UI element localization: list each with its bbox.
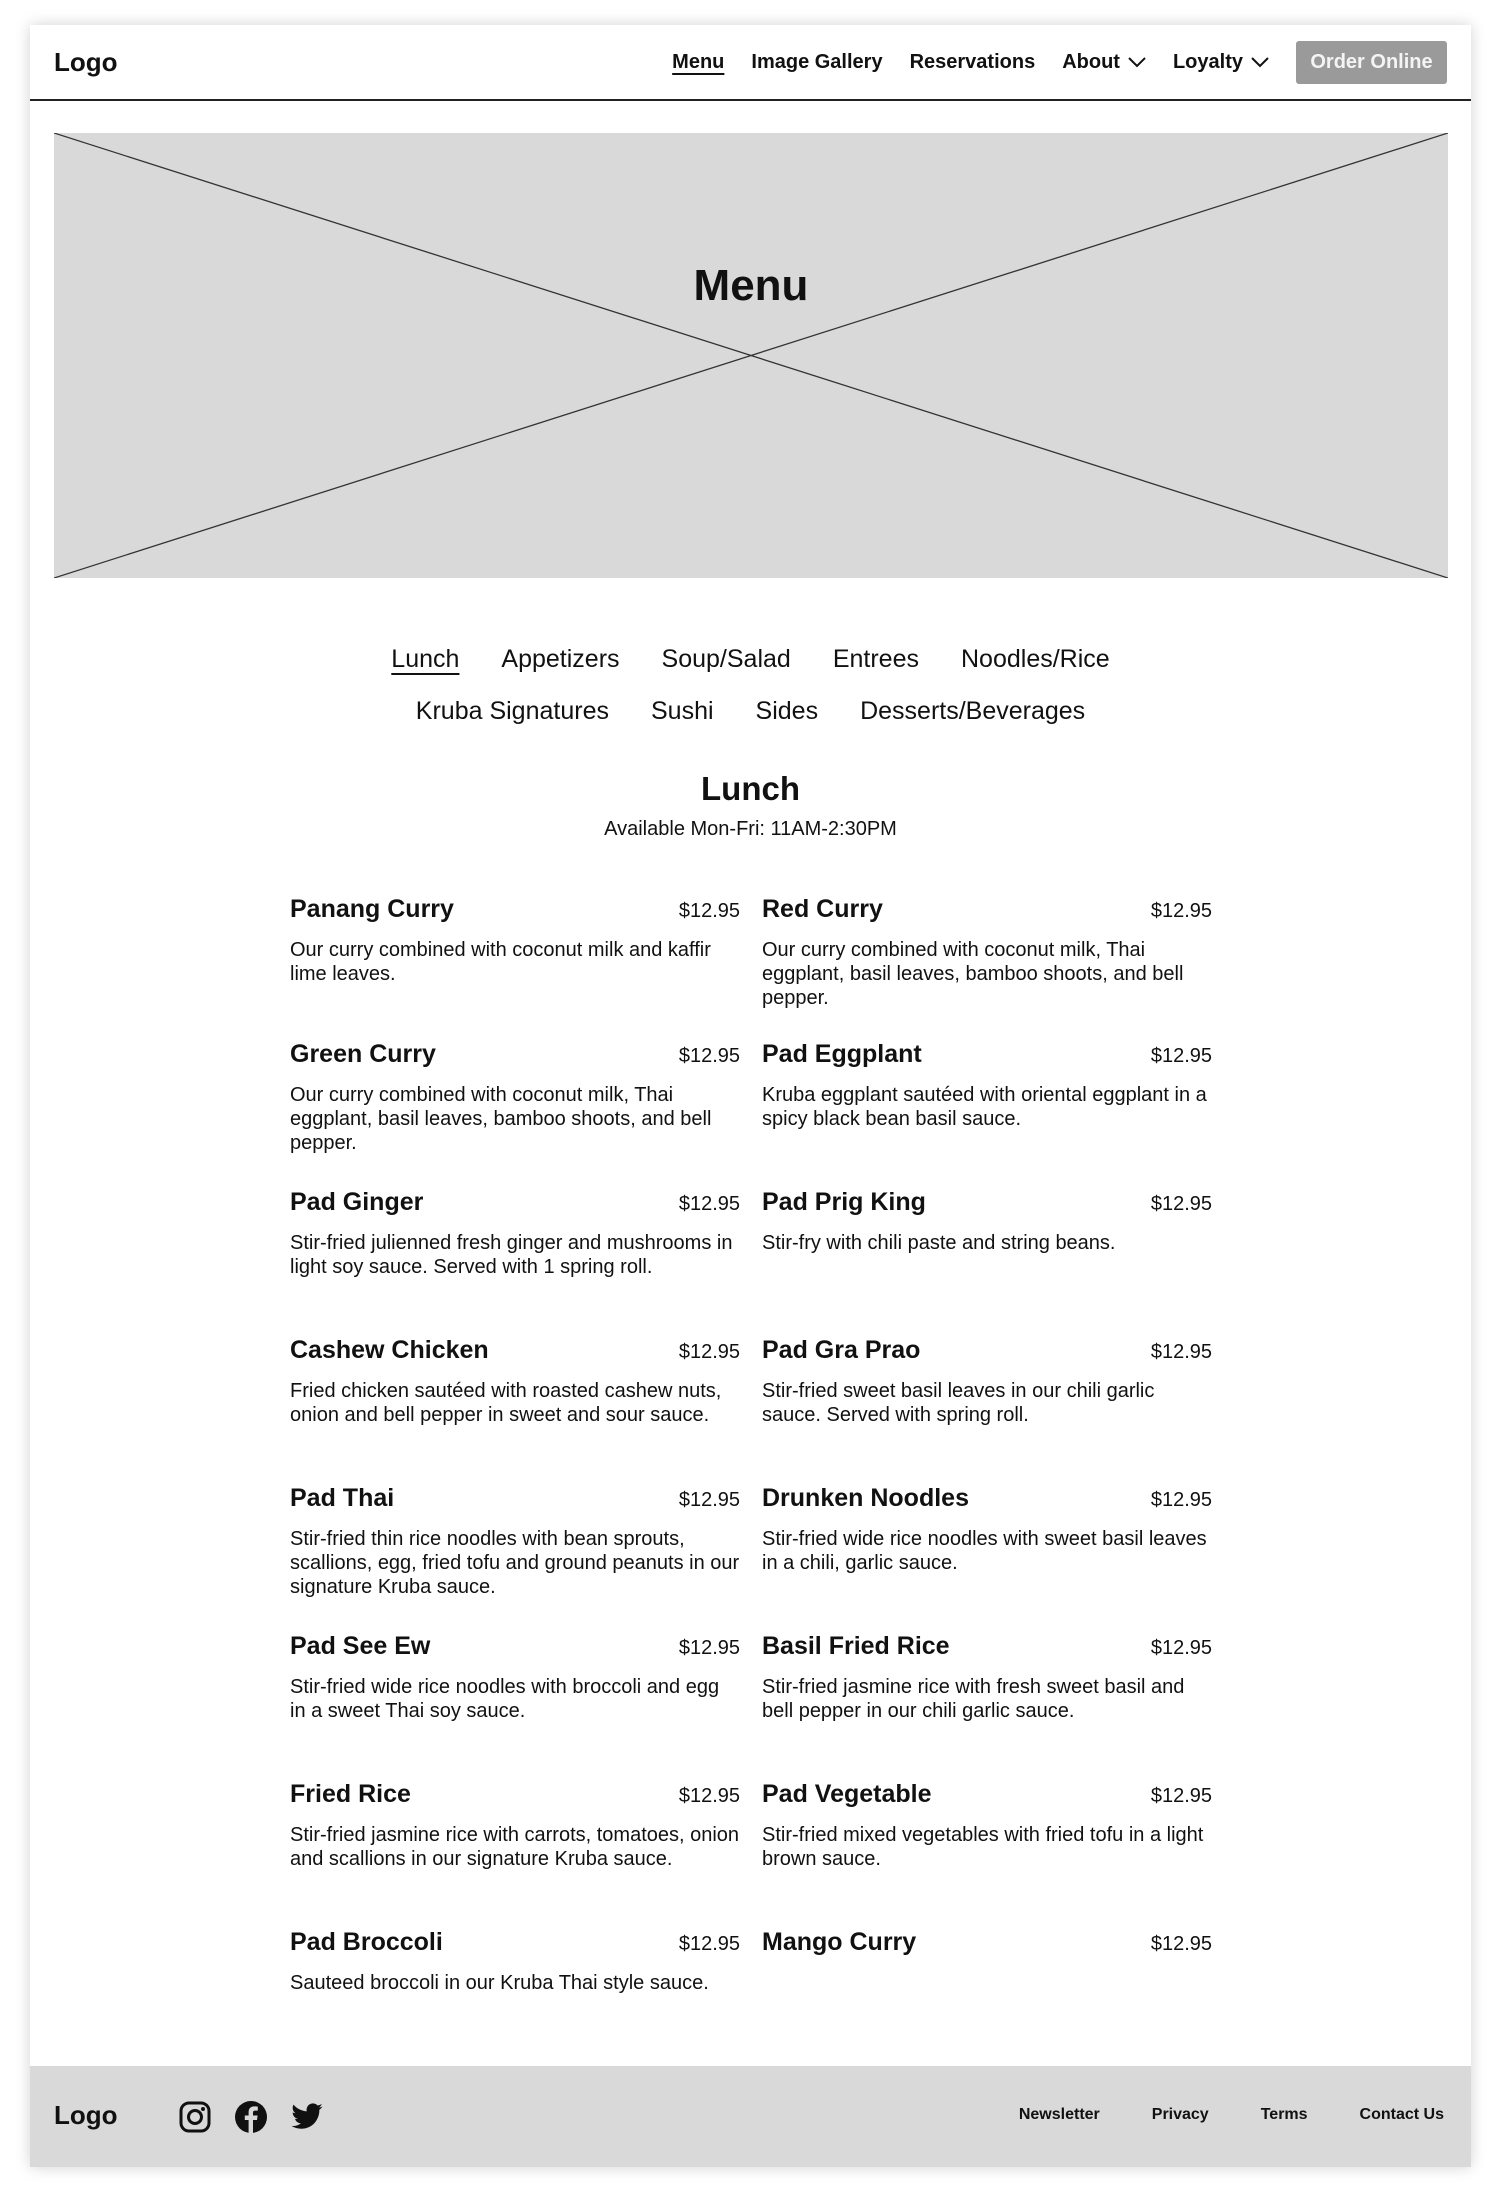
main-nav (645, 41, 1447, 83)
menu-item-header (290, 1632, 740, 1661)
menu-item (290, 1188, 740, 1279)
menu-item-name: Cashew Chicken (290, 1336, 489, 1364)
menu-item-name: Pad Prig King (762, 1188, 926, 1216)
tab-lunch[interactable]: Lunch (391, 644, 460, 673)
menu-item-price: $12.95 (678, 1637, 740, 1659)
menu-item-header (762, 1040, 1212, 1069)
menu-item-price: $12.95 (1150, 900, 1212, 922)
menu-item-description: Stir-fried jasmine rice with fresh sweet basil and bell pepper in our chili garlic sauce. (762, 1676, 1185, 1722)
tab-desserts-beverages[interactable]: Desserts/Beverages (860, 696, 1086, 725)
section-subtitle: Available Mon-Fri: 11AM-2:30PM (604, 818, 897, 840)
menu-item-price: $12.95 (1150, 1637, 1212, 1659)
footer-link-privacy[interactable]: Privacy (1151, 2106, 1209, 2123)
menu-item-header (762, 1484, 1212, 1513)
social-links (178, 2100, 346, 2134)
menu-item-price: $12.95 (1150, 1341, 1212, 1363)
menu-item (290, 1336, 740, 1427)
menu-item-price: $12.95 (678, 1933, 740, 1955)
nav-about-label: About (1062, 50, 1120, 73)
menu-item-description: Our curry combined with coconut milk, Thai eggplant, basil leaves, bamboo shoots, and bell pepper. (762, 939, 1184, 1009)
menu-item-description: Stir-fried wide rice noodles with sweet basil leaves in a chili, garlic sauce. (762, 1528, 1207, 1574)
menu-item-price: $12.95 (1150, 1785, 1212, 1807)
placeholder-cross-icon (54, 133, 1448, 578)
menu-item-header (762, 1188, 1212, 1217)
menu-item-name: Red Curry (762, 895, 883, 923)
menu-item-description: Fried chicken sautéed with roasted cashew nuts, onion and bell pepper in sweet and sour sauce. (290, 1380, 722, 1426)
menu-item-name: Pad Gra Prao (762, 1336, 921, 1364)
menu-item (290, 1040, 740, 1155)
order-online-button[interactable]: Order Online (1296, 41, 1447, 84)
nav-image-gallery[interactable]: Image Gallery (751, 50, 883, 73)
menu-item-name: Pad Vegetable (762, 1780, 932, 1808)
menu-item-header (290, 1928, 740, 1957)
nav-menu[interactable]: Menu (672, 50, 725, 73)
menu-item-description: Stir-fried wide rice noodles with broccoli and egg in a sweet Thai soy sauce. (290, 1676, 720, 1722)
instagram-icon[interactable] (178, 2100, 212, 2134)
tab-sides[interactable]: Sides (755, 696, 819, 725)
menu-item-name: Pad Thai (290, 1484, 395, 1512)
menu-item (290, 1632, 740, 1723)
header-logo[interactable]: Logo (54, 47, 118, 77)
menu-item-name: Pad Broccoli (290, 1928, 443, 1956)
menu-item (762, 895, 1212, 1010)
menu-item-description: Our curry combined with coconut milk and kaffir lime leaves. (290, 939, 711, 985)
menu-item (290, 1484, 740, 1599)
menu-item (762, 1040, 1212, 1131)
menu-item (290, 1780, 740, 1871)
menu-item-price: $12.95 (678, 900, 740, 922)
menu-item-header (762, 1928, 1212, 1957)
menu-item-header (290, 1040, 740, 1069)
footer-link-terms[interactable]: Terms (1260, 2106, 1308, 2123)
menu-item-name: Basil Fried Rice (762, 1632, 950, 1660)
tab-kruba-signatures[interactable]: Kruba Signatures (415, 696, 609, 725)
menu-item-header (290, 1484, 740, 1513)
menu-item-header (762, 1632, 1212, 1661)
menu-item (290, 1928, 740, 1995)
menu-item (290, 895, 740, 986)
menu-item-price: $12.95 (678, 1193, 740, 1215)
footer-logo[interactable]: Logo (54, 2100, 118, 2130)
page-frame (30, 25, 1471, 2167)
menu-item (762, 1928, 1212, 1957)
menu-item-header (290, 895, 740, 924)
menu-item-description: Stir-fried jasmine rice with carrots, tomatoes, onion and scallions in our signature Kruba sauce. (290, 1824, 740, 1870)
menu-item-description: Stir-fry with chili paste and string beans. (762, 1232, 1116, 1254)
menu-item (762, 1632, 1212, 1723)
menu-item-name: Drunken Noodles (762, 1484, 969, 1512)
tab-entrees[interactable]: Entrees (832, 644, 919, 673)
menu-item-header (290, 1780, 740, 1809)
footer-link-contact-us[interactable]: Contact Us (1359, 2106, 1444, 2123)
menu-item-name: Fried Rice (290, 1780, 411, 1808)
site-footer (30, 2066, 1471, 2167)
menu-item-description: Sauteed broccoli in our Kruba Thai style sauce. (290, 1972, 709, 1994)
menu-item-price: $12.95 (1150, 1045, 1212, 1067)
menu-item-name: Pad Eggplant (762, 1040, 922, 1068)
menu-item-description: Stir-fried thin rice noodles with bean sprouts, scallions, egg, fried tofu and ground peanuts in our signature Kruba sauce. (290, 1528, 740, 1598)
menu-item-name: Pad See Ew (290, 1632, 431, 1660)
menu-item-price: $12.95 (678, 1785, 740, 1807)
menu-item-price: $12.95 (678, 1341, 740, 1363)
nav-reservations[interactable]: Reservations (909, 50, 1036, 73)
menu-item-price: $12.95 (678, 1489, 740, 1511)
chevron-down-icon (1251, 56, 1269, 68)
nav-loyalty[interactable] (1173, 51, 1269, 74)
facebook-icon[interactable] (234, 2100, 268, 2134)
menu-item-description: Kruba eggplant sautéed with oriental eggplant in a spicy black bean basil sauce. (762, 1084, 1207, 1130)
section-title: Lunch (701, 770, 800, 807)
nav-about[interactable] (1062, 51, 1146, 74)
menu-item-name: Green Curry (290, 1040, 436, 1068)
menu-item-header (762, 895, 1212, 924)
menu-item-description: Stir-fried sweet basil leaves in our chili garlic sauce. Served with spring roll. (762, 1380, 1155, 1426)
hero-title: Menu (693, 261, 809, 310)
menu-item-name: Panang Curry (290, 895, 454, 923)
menu-item-description: Our curry combined with coconut milk, Thai eggplant, basil leaves, bamboo shoots, and bell pepper. (290, 1084, 712, 1154)
menu-item (762, 1780, 1212, 1871)
footer-link-newsletter[interactable]: Newsletter (1018, 2106, 1100, 2123)
menu-item-name: Mango Curry (762, 1928, 917, 1956)
menu-item (762, 1336, 1212, 1427)
tab-row (30, 685, 1471, 737)
tab-noodles-rice[interactable]: Noodles/Rice (961, 644, 1110, 673)
menu-item (762, 1188, 1212, 1255)
nav-loyalty-label: Loyalty (1172, 50, 1243, 73)
menu-item (762, 1484, 1212, 1575)
menu-item-header (290, 1188, 740, 1217)
hero-image-placeholder (54, 133, 1448, 578)
menu-item-price: $12.95 (1150, 1933, 1212, 1955)
chevron-down-icon (1128, 56, 1146, 68)
twitter-icon[interactable] (290, 2100, 324, 2134)
menu-item-header (762, 1336, 1212, 1365)
tab-appetizers[interactable]: Appetizers (501, 644, 620, 673)
menu-item-description: Stir-fried julienned fresh ginger and mushrooms in light soy sauce. Served with 1 spring roll. (290, 1232, 733, 1278)
tab-sushi[interactable]: Sushi (650, 696, 714, 725)
tab-soup-salad[interactable]: Soup/Salad (661, 644, 791, 673)
footer-links (967, 2106, 1444, 2124)
menu-item-description: Stir-fried mixed vegetables with fried tofu in a light brown sauce. (762, 1824, 1204, 1870)
menu-item-price: $12.95 (678, 1045, 740, 1067)
menu-category-tabs (30, 633, 1471, 737)
menu-item-name: Pad Ginger (290, 1188, 424, 1216)
site-header (30, 25, 1471, 101)
menu-item-price: $12.95 (1150, 1193, 1212, 1215)
menu-item-header (762, 1780, 1212, 1809)
tab-row (30, 633, 1471, 685)
menu-item-header (290, 1336, 740, 1365)
menu-item-price: $12.95 (1150, 1489, 1212, 1511)
